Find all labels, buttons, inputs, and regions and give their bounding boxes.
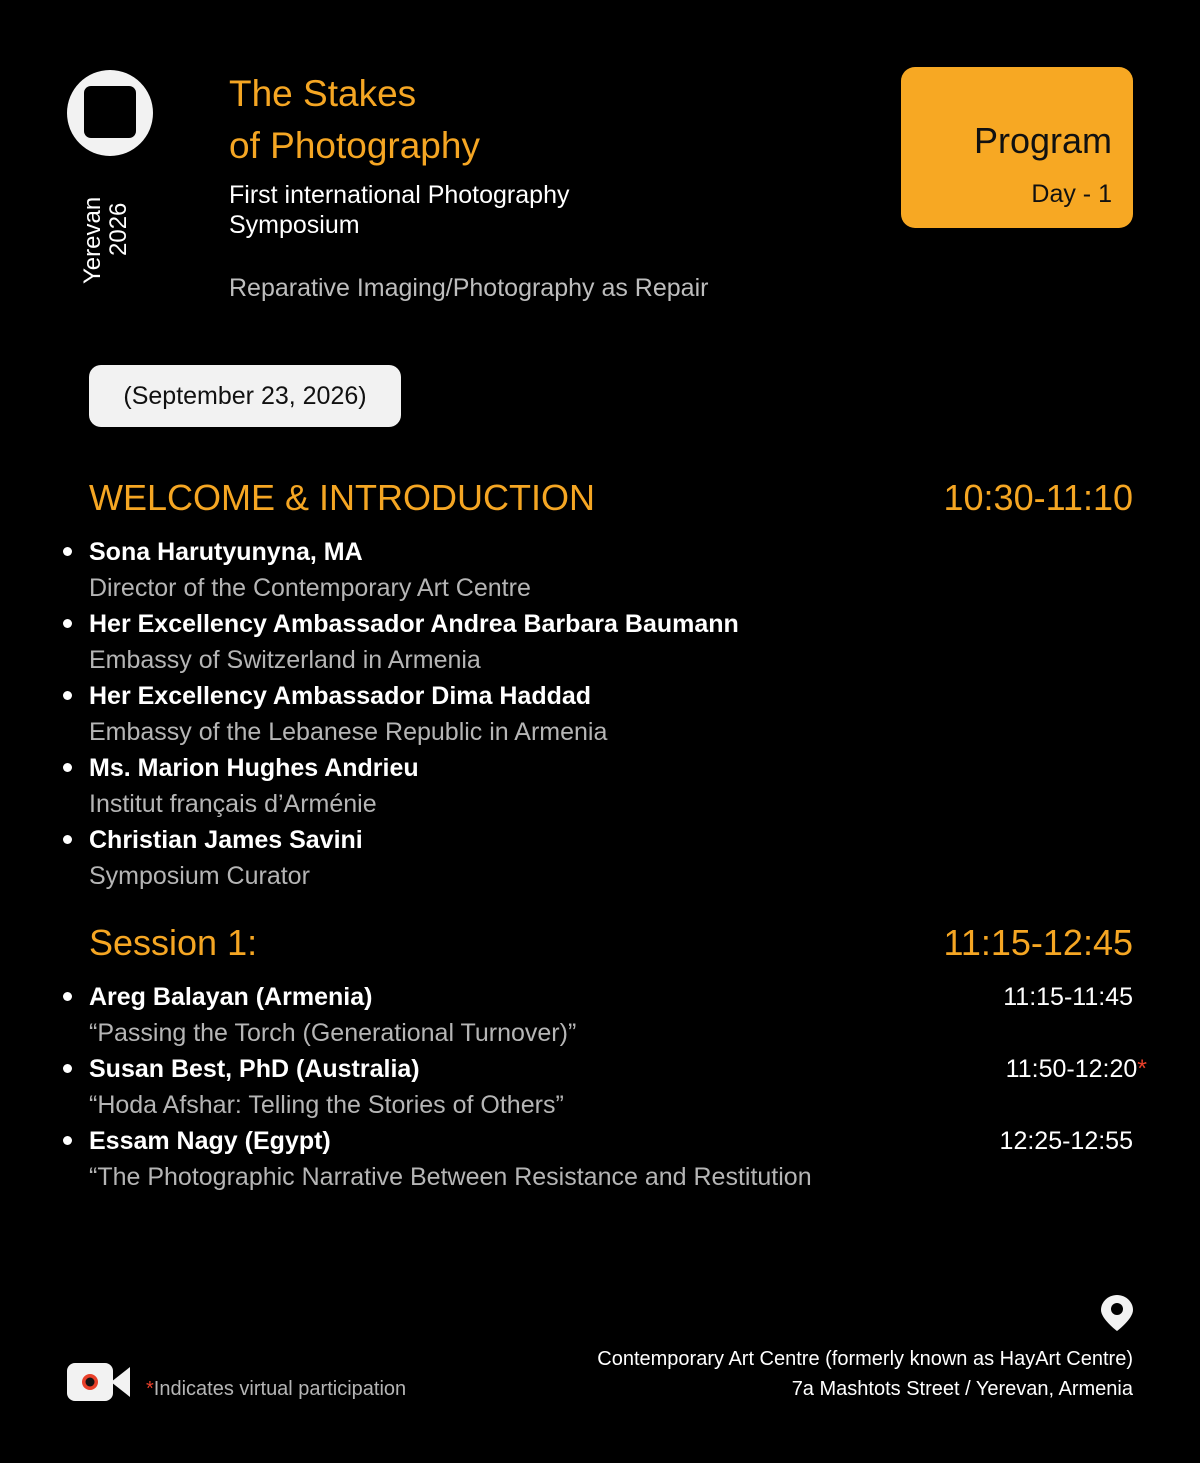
venue-address (597, 1344, 1133, 1404)
bullet-icon (63, 992, 72, 1001)
speaker-name: Christian James Savini (89, 826, 363, 854)
legend-star: * (146, 1378, 154, 1400)
speaker-name: Susan Best, PhD (Australia) (89, 1055, 420, 1083)
bullet-icon (63, 1064, 72, 1073)
speaker-role: Embassy of Switzerland in Armenia (89, 646, 481, 674)
speaker-name: Sona Harutyunyna, MA (89, 538, 363, 566)
talk-time: 11:15-11:45 (1003, 983, 1133, 1011)
session1-heading: Session 1: (89, 922, 258, 963)
talk-time: 12:25-12:55 (999, 1127, 1133, 1155)
bullet-icon (63, 547, 72, 556)
logo-square-icon (84, 86, 136, 138)
bullet-icon (63, 763, 72, 772)
speaker-role: Symposium Curator (89, 862, 310, 890)
page-title (229, 68, 480, 172)
talk-title: “Passing the Torch (Generational Turnover)” (89, 1019, 577, 1047)
logo-city: Yerevan (79, 196, 106, 284)
talk-title: “Hoda Afshar: Telling the Stories of Others” (89, 1091, 564, 1119)
logo (67, 70, 153, 156)
speaker-role: Institut français d’Arménie (89, 790, 377, 818)
talk-title: “The Photographic Narrative Between Resistance and Restitution (89, 1163, 812, 1191)
speaker-name: Her Excellency Ambassador Dima Haddad (89, 682, 592, 710)
speaker-role: Embassy of the Lebanese Republic in Armenia (89, 718, 608, 746)
talk-time: 11:50-12:20* (1005, 1055, 1147, 1083)
logo-year: 2026 (105, 202, 132, 256)
title-line-2: of Photography (229, 125, 480, 166)
speaker-name: Essam Nagy (Egypt) (89, 1127, 331, 1155)
bullet-icon (63, 619, 72, 628)
program-title: Program (973, 120, 1112, 161)
video-camera-icon (67, 1361, 131, 1403)
welcome-heading: WELCOME & INTRODUCTION (89, 477, 596, 518)
virtual-legend (146, 1376, 406, 1402)
speaker-name: Her Excellency Ambassador Andrea Barbara Baumann (89, 610, 739, 638)
program-day: Day - 1 (1031, 180, 1112, 208)
legend-text: Indicates virtual participation (153, 1378, 407, 1400)
session1-time: 11:15-12:45 (943, 922, 1133, 963)
bullet-icon (63, 691, 72, 700)
bullet-icon (63, 835, 72, 844)
page-subtitle: First international Photography Symposium (229, 181, 570, 239)
address-line-2: 7a Mashtots Street / Yerevan, Armenia (791, 1378, 1133, 1400)
welcome-time: 10:30-11:10 (943, 477, 1133, 518)
speaker-name: Ms. Marion Hughes Andrieu (89, 754, 419, 782)
bullet-icon (63, 1136, 72, 1145)
virtual-star: * (1137, 1055, 1147, 1083)
address-line-1: Contemporary Art Centre (formerly known as HayArt Centre) (597, 1348, 1133, 1370)
symposium-theme: Reparative Imaging/Photography as Repair (229, 274, 709, 302)
location-pin-icon (1099, 1293, 1135, 1333)
date-badge: (September 23, 2026) (89, 365, 401, 427)
program-badge (901, 67, 1133, 228)
speaker-name: Areg Balayan (Armenia) (89, 983, 373, 1011)
session1-heading-row (89, 921, 1133, 965)
title-line-1: The Stakes (229, 73, 417, 114)
speaker-role: Director of the Contemporary Art Centre (89, 574, 531, 602)
logo-vertical-caption (80, 197, 132, 284)
welcome-heading-row (89, 476, 1133, 520)
